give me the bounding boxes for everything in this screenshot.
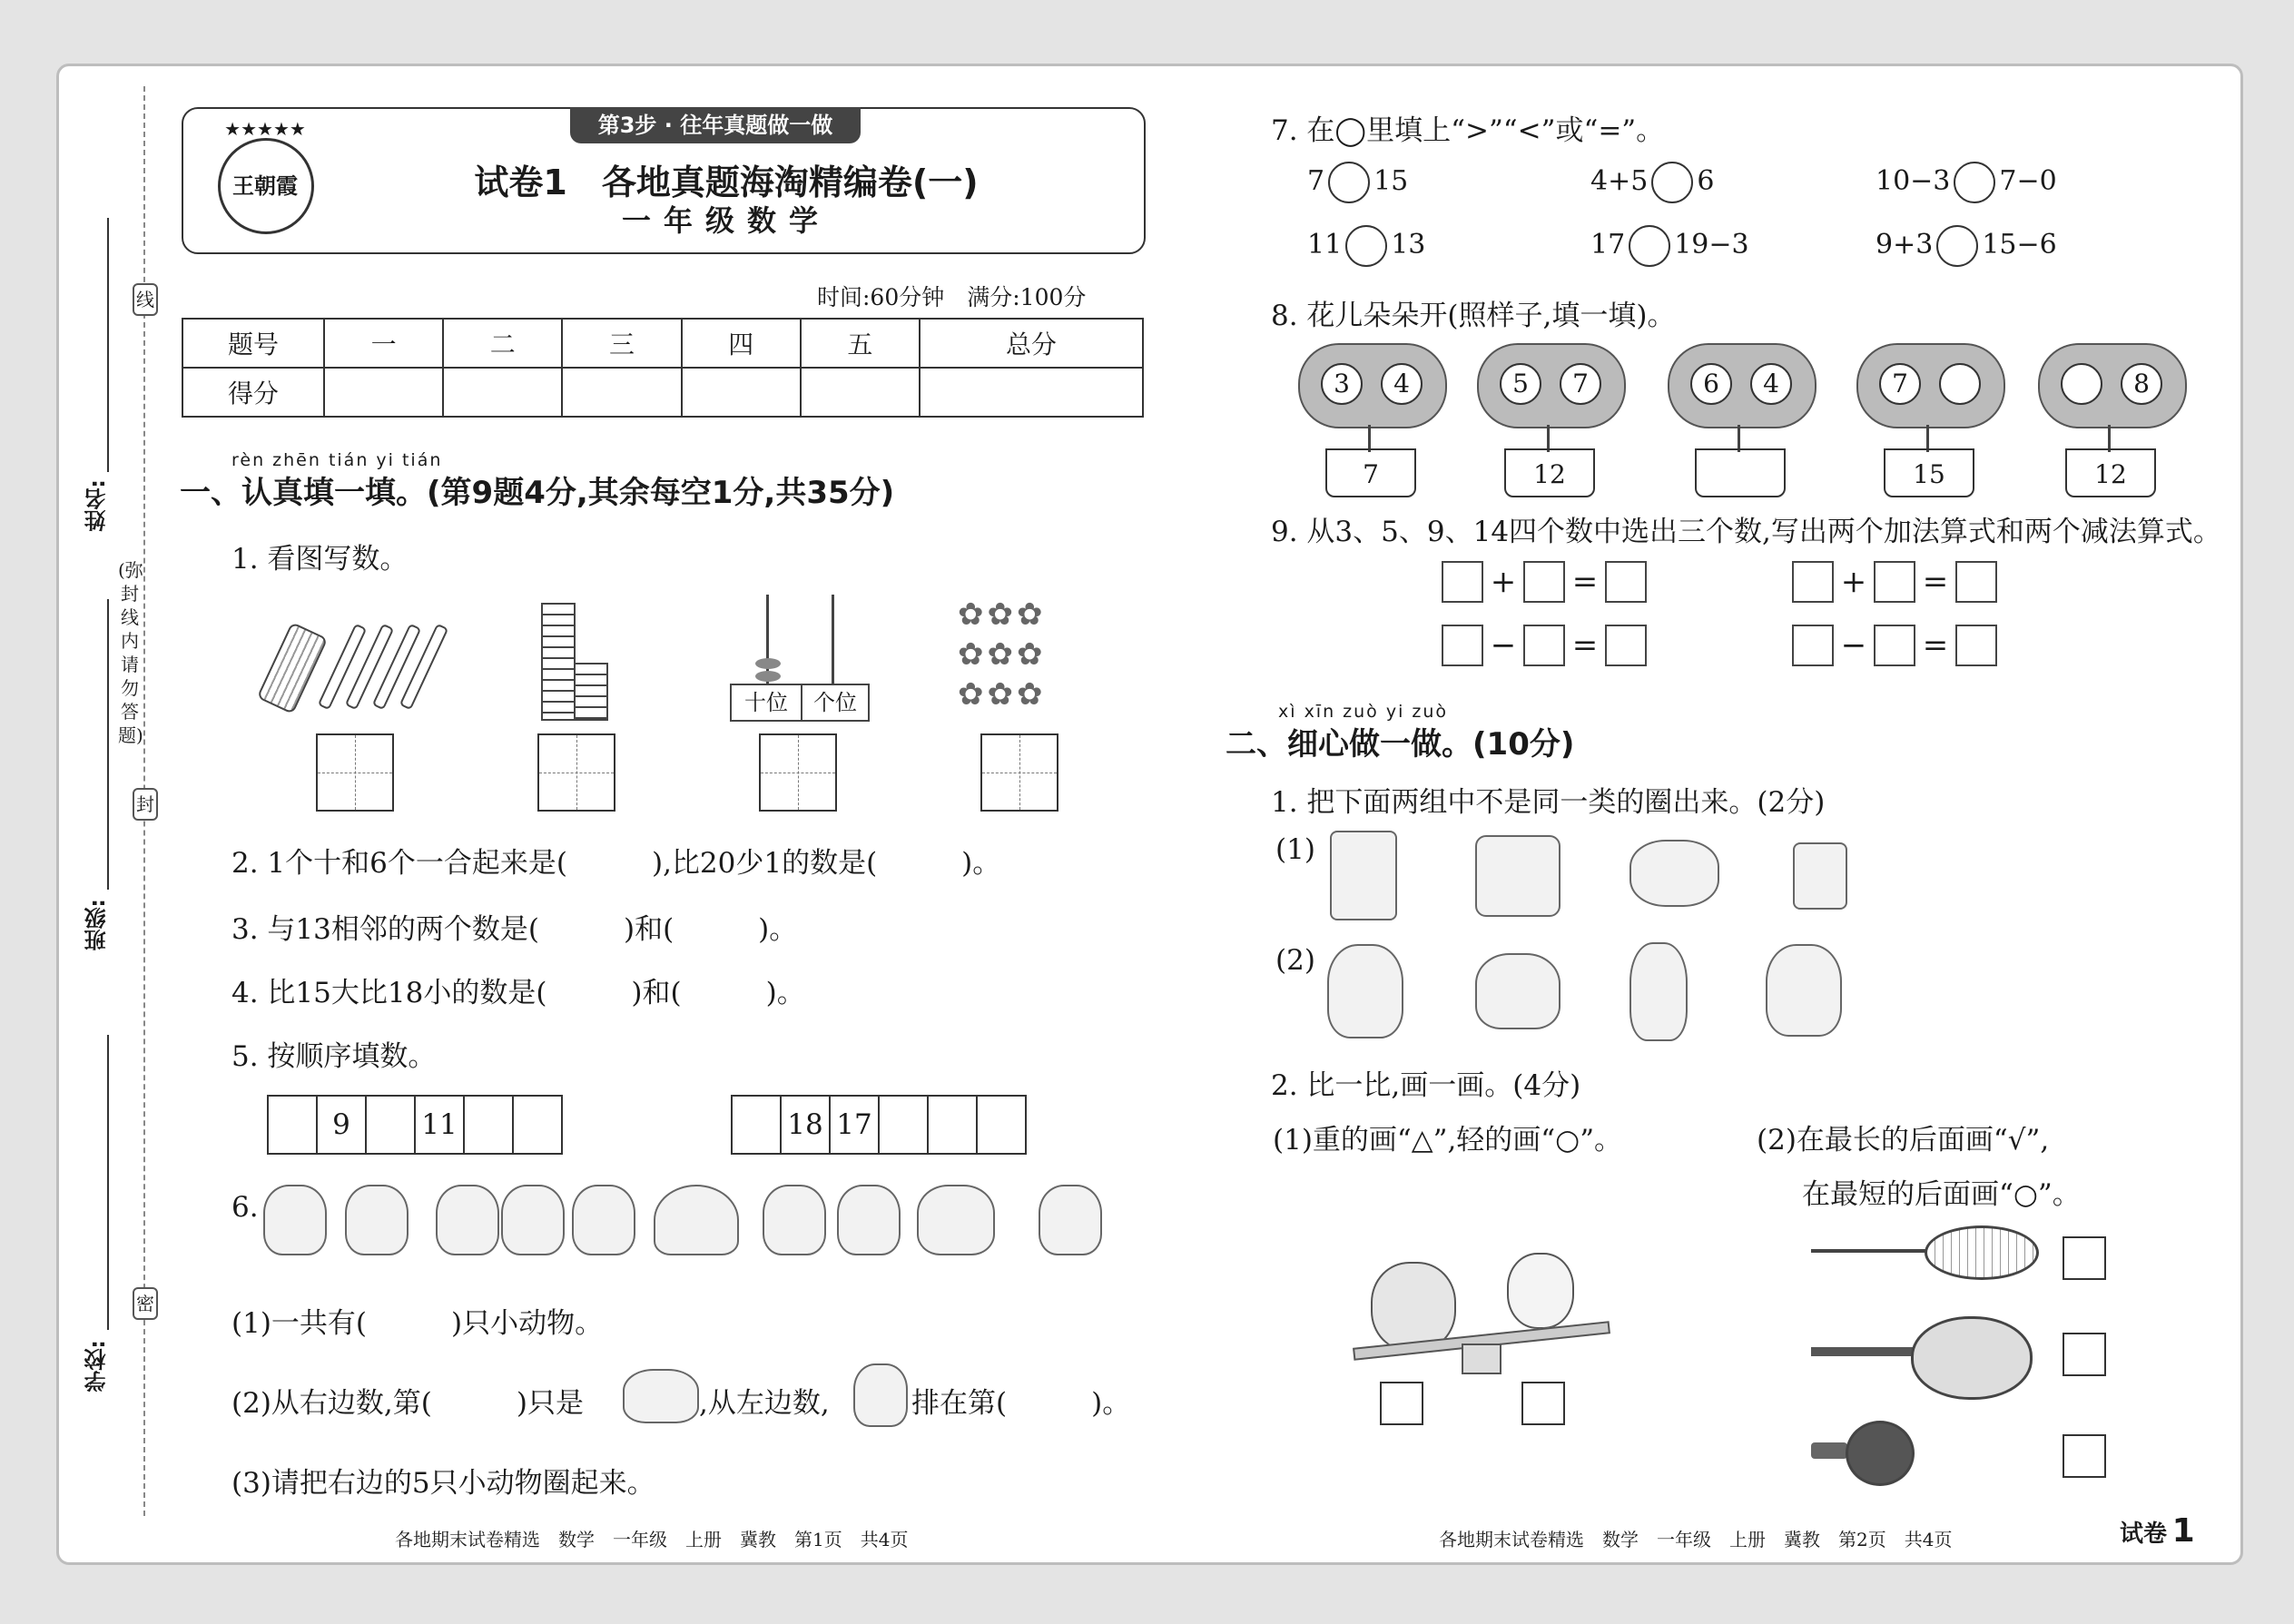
flower-number-a: 5 [1500,363,1541,405]
dog-inline-icon [853,1363,908,1427]
s2-q1-text: 1. 把下面两组中不是同一类的圈出来。(2分) [1271,786,1826,819]
flower-pot-total: 7 [1325,448,1416,497]
score-head-cell: 二 [443,319,562,368]
seq-cell[interactable] [465,1097,514,1153]
q1-text: 1. 看图写数。 [231,543,409,576]
flower-number-a: 7 [1879,363,1921,405]
seesaw-answer-box-left[interactable] [1380,1382,1423,1425]
panda-icon [1039,1185,1102,1255]
answer-box[interactable] [1605,561,1647,603]
logo [202,118,329,236]
sequence-row-1 [267,1095,563,1155]
seq-cell[interactable] [929,1097,978,1153]
section2-title: 二、细心做一做。(10分) [1226,726,1575,763]
score-head-cell: 三 [562,319,681,368]
score-head-cell: 题号 [182,319,324,368]
q7-text: 7. 在◯里填上“>”“<”或“=”。 [1271,114,1665,147]
q9-equations [1442,561,2095,670]
flower-pot [2033,343,2188,497]
logo-stars: ★★★★★ [224,118,306,140]
answer-box-flowers[interactable] [980,733,1058,812]
flower-pot [1294,343,1448,497]
puppy-icon [1766,944,1842,1037]
rabbit-icon [1507,1253,1574,1329]
shirt-icon [1475,835,1561,917]
answer-box[interactable] [1442,561,1483,603]
answer-box[interactable] [1874,561,1915,603]
flower-pot-total: 12 [1504,448,1595,497]
answer-box[interactable] [1874,625,1915,666]
flower-number-a: 6 [1690,363,1732,405]
addition-equation: + = [1442,561,1647,603]
compare-item: 7 15 [1307,162,1408,203]
seesaw-answer-box-right[interactable] [1521,1382,1565,1425]
q6-1-text: (1)一共有( )只小动物。 [231,1307,604,1340]
answer-box[interactable] [1955,561,1997,603]
abacus-tens-label: 十位 [730,684,802,722]
badminton-racket-icon [1811,1224,2047,1278]
ping-pong-paddle-icon [1811,1421,1920,1484]
compare-circle[interactable] [1936,225,1978,267]
seq-cell: 17 [831,1097,880,1153]
group-2-label: (2) [1275,944,1315,977]
class-label: 班级: [84,899,110,951]
compare-item: 11 13 [1307,225,1425,267]
binding-line-mark: 线 [133,283,158,316]
addition-equation: + = [1792,561,1997,603]
answer-box[interactable] [1442,625,1483,666]
seq-cell: 9 [318,1097,367,1153]
score-head-cell: 五 [801,319,920,368]
seq-cell[interactable] [978,1097,1025,1153]
shoes-icon [1629,840,1719,907]
compare-circle[interactable] [1954,162,1995,203]
q6-2-text-a: (2)从右边数,第( )只是 [231,1387,584,1420]
turtle-icon [654,1185,739,1255]
flower-pot [1472,343,1627,497]
cat-icon [1629,942,1688,1041]
flower-number-b: 8 [2121,363,2162,405]
guitar-icon [1811,1307,2029,1398]
q5-text: 5. 按顺序填数。 [231,1040,437,1073]
class-field[interactable] [107,599,109,890]
bird-inline-icon [623,1369,699,1423]
answer-box[interactable] [1955,625,1997,666]
section1-title: 一、认真填一填。(第9题4分,其余每空1分,共35分) [180,475,895,511]
q2-text: 2. 1个十和6个一合起来是( ),比20少1的数是( )。 [231,847,1001,880]
score-cell[interactable] [801,368,920,417]
q3-text: 3. 与13相邻的两个数是( )和( )。 [231,913,798,946]
flower-pot [1663,343,1817,497]
stick-bundle-image [263,617,454,717]
score-cell[interactable] [443,368,562,417]
seq-cell[interactable] [880,1097,929,1153]
footer-right: 各地期末试卷精选 数学 一年级 上册 冀教 第2页 共4页 [1439,1529,1953,1550]
score-head-cell: 一 [324,319,443,368]
racket-answer-box[interactable] [2063,1236,2106,1280]
step-badge: 第3步 · 往年真题做一做 [570,107,861,143]
school-field[interactable] [107,1035,109,1330]
no-answer-note: (弥封线内请勿答题) [118,559,143,746]
goat-icon [837,1185,901,1255]
score-row-label: 得分 [182,368,324,417]
pants-icon [1330,831,1397,920]
compare-item: 4+5 6 [1590,162,1714,203]
bird-icon [345,1185,409,1255]
compare-circle[interactable] [1328,162,1370,203]
q7-compare-grid [1307,162,2106,280]
bird-icon [1475,953,1561,1029]
abacus-ones-label: 个位 [801,684,870,722]
cat-icon [501,1185,565,1255]
group-1-label: (1) [1275,833,1315,866]
flower-group-image: ✿✿✿ ✿✿✿ ✿✿✿ [958,596,1047,713]
answer-box[interactable] [1523,561,1565,603]
flower-pot-total: 12 [2065,448,2156,497]
answer-box[interactable] [1792,625,1834,666]
mug-icon [1793,842,1847,910]
compare-item: 17 19−3 [1590,225,1749,267]
flower-number-a: 3 [1321,363,1363,405]
binding-secret-mark: 密 [133,1287,158,1320]
q8-text: 8. 花儿朵朵开(照样子,填一填)。 [1271,300,1676,332]
time-info: 时间:60分钟 满分:100分 [817,284,1087,310]
flower-pot-total: 15 [1884,448,1974,497]
flower-number-b: 4 [1381,363,1423,405]
tiger-icon [917,1185,995,1255]
name-field[interactable] [107,218,109,472]
dog-icon [763,1185,826,1255]
seq-cell[interactable] [514,1097,561,1153]
answer-box[interactable] [1523,625,1565,666]
seq-cell: 11 [416,1097,465,1153]
s2-q2-1-text: (1)重的画“△”,轻的画“○”。 [1273,1124,1623,1156]
binding-seal-mark: 封 [133,788,158,821]
abacus-image [726,595,871,722]
subtraction-equation: − = [1442,625,1647,666]
score-head-cell: 四 [682,319,801,368]
seesaw-image [1344,1244,1616,1389]
flower-pot [1852,343,2006,497]
compare-circle[interactable] [1629,225,1670,267]
q9-text: 9. 从3、5、9、14四个数中选出三个数,写出两个加法算式和两个减法算式。 [1271,516,2221,548]
answer-box-abacus[interactable] [759,733,837,812]
guitar-answer-box[interactable] [2063,1333,2106,1376]
cube-stack-image [541,603,614,721]
seesaw-base [1462,1343,1501,1374]
cow-icon [263,1185,327,1255]
flower-number-b: 7 [1560,363,1601,405]
seq-cell[interactable] [733,1097,782,1153]
paper-badge-text: 试卷 [2120,1521,2168,1548]
paddle-answer-box[interactable] [2063,1434,2106,1478]
q6-2-text-c: 排在第( )。 [911,1387,1131,1420]
score-cell[interactable] [920,368,1143,417]
flower-pot-total[interactable] [1695,448,1786,497]
paper-subtitle: 一年级数学 [621,203,831,238]
compare-circle[interactable] [1651,162,1693,203]
chick-icon [436,1185,499,1255]
q6-3-text: (3)请把右边的5只小动物圈起来。 [231,1467,655,1500]
compare-item: 10−3 7−0 [1876,162,2057,203]
q6-text: 6. [231,1191,259,1224]
score-cell[interactable] [324,368,443,417]
s2-q2-text: 2. 比一比,画一画。(4分) [1271,1069,1581,1102]
rabbit-icon [1327,944,1403,1038]
answer-box[interactable] [1605,625,1647,666]
footer-left: 各地期末试卷精选 数学 一年级 上册 冀教 第1页 共4页 [395,1529,909,1550]
answer-box[interactable] [1792,561,1834,603]
answer-box-sticks[interactable] [316,733,394,812]
answer-box-cubes[interactable] [537,733,615,812]
seq-cell[interactable] [367,1097,416,1153]
subtraction-equation: − = [1792,625,1997,666]
paper-badge-number: 1 [2171,1512,2195,1550]
score-cell[interactable] [682,368,801,417]
q6-2-text-b: ,从左边数, [699,1387,830,1420]
s2-q2-2-text-b: 在最短的后面画“○”。 [1802,1178,2081,1211]
score-table [182,318,1144,418]
flower-number-b[interactable] [1939,363,1981,405]
score-cell[interactable] [562,368,681,417]
flower-number-b: 4 [1750,363,1792,405]
s2-q2-2-text-a: (2)在最长的后面画“√”, [1757,1124,2050,1156]
paper-title: 试卷1 各地真题海淘精编卷(一) [474,162,979,202]
q4-text: 4. 比15大比18小的数是( )和( )。 [231,977,805,1009]
seq-cell[interactable] [269,1097,318,1153]
score-head-cell: 总分 [920,319,1143,368]
name-label: 姓名: [84,479,110,532]
sequence-row-2 [731,1095,1027,1155]
school-label: 学校: [84,1340,110,1393]
seq-cell: 18 [782,1097,831,1153]
flower-number-a[interactable] [2061,363,2102,405]
animal-row [263,1185,1117,1266]
monkey-icon [572,1185,635,1255]
section1-pinyin: rèn zhēn tián yi tián [231,450,443,470]
compare-circle[interactable] [1345,225,1387,267]
compare-item: 9+3 15−6 [1876,225,2057,267]
logo-text: 王朝霞 [232,172,298,199]
section2-pinyin: xì xīn zuò yi zuò [1278,702,1449,722]
paper-number-badge [2120,1512,2195,1550]
